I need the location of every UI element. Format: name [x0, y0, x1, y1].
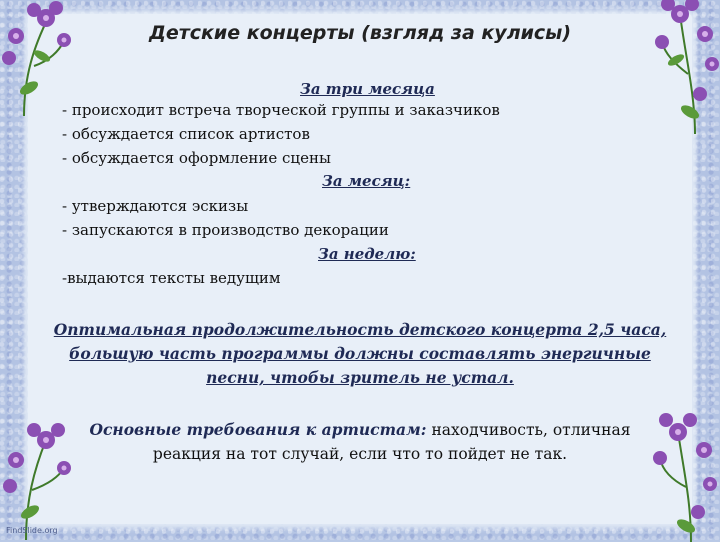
section-list-month [62, 194, 662, 242]
artist-requirements-paragraph [60, 418, 660, 466]
section-heading-week: За неделю: [318, 245, 416, 263]
section-heading-three-months: За три месяца [300, 80, 435, 98]
optimal-line: песни, чтобы зритель не устал. [206, 368, 514, 387]
footer-watermark: FindSlide.org [6, 526, 58, 535]
optimal-line: Оптимальная продолжительность детского концерта 2,5 часа, [53, 320, 667, 339]
flower-decoration-bottom-right [636, 392, 720, 542]
list-item: - обсуждается список артистов [62, 125, 310, 143]
optimal-line: большую часть программы должны составлять энергичные [69, 344, 651, 363]
requirements-text: реакция на тот случай, если что то пойдет не так. [152, 445, 568, 463]
list-item: - происходит встреча творческой группы и заказчиков [62, 101, 500, 119]
list-item: -выдаются тексты ведущим [62, 269, 281, 287]
list-item: - запускаются в производство декорации [62, 221, 389, 239]
requirements-text: находчивость, отличная [426, 421, 631, 439]
section-heading-month: За месяц: [322, 172, 411, 190]
slide-title: Детские концерты (взгляд за кулисы) [148, 22, 572, 44]
optimal-duration-paragraph [52, 318, 668, 390]
requirements-label: Основные требования к артистам: [89, 420, 427, 439]
section-list-week [62, 266, 662, 290]
list-item: - обсуждается оформление сцены [62, 149, 331, 167]
section-list-three-months [62, 98, 662, 170]
list-item: - утверждаются эскизы [62, 197, 249, 215]
